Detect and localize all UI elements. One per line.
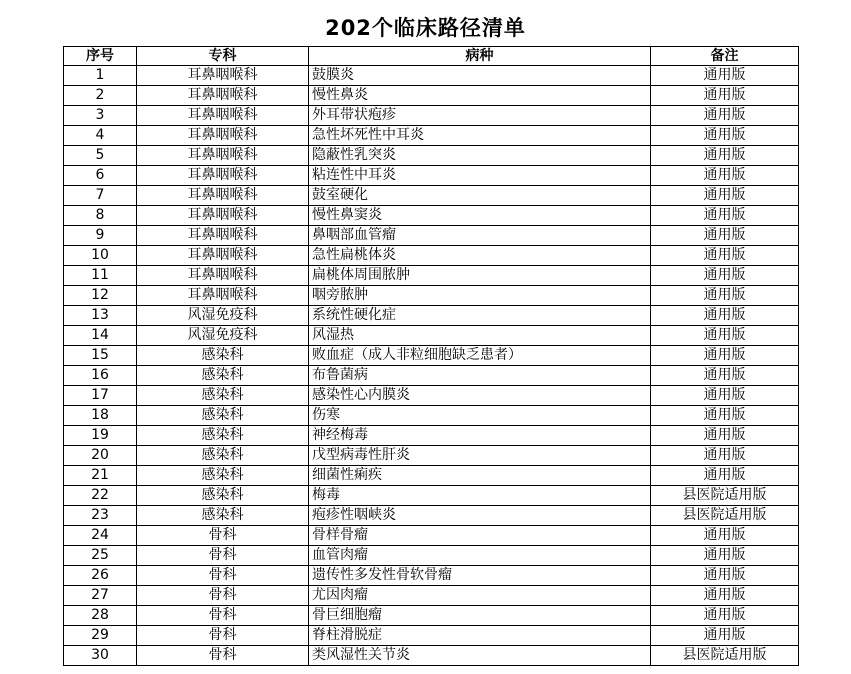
table-row [64,466,799,486]
row-note: 通用版 [651,66,799,86]
row-note: 通用版 [651,126,799,146]
table-row [64,326,799,346]
table-row [64,626,799,646]
table-row [64,266,799,286]
row-department: 感染科 [137,386,309,406]
row-disease: 戊型病毒性肝炎 [309,446,651,466]
row-department: 耳鼻咽喉科 [137,226,309,246]
row-disease: 布鲁菌病 [309,366,651,386]
row-department: 耳鼻咽喉科 [137,246,309,266]
row-note: 通用版 [651,446,799,466]
header-disease: 病种 [309,47,651,66]
row-number: 26 [64,566,137,586]
table-row [64,606,799,626]
row-number: 6 [64,166,137,186]
row-department: 感染科 [137,446,309,466]
row-disease: 遗传性多发性骨软骨瘤 [309,566,651,586]
row-number: 11 [64,266,137,286]
row-number: 12 [64,286,137,306]
row-note: 通用版 [651,606,799,626]
table-row [64,106,799,126]
row-note: 县医院适用版 [651,506,799,526]
row-department: 耳鼻咽喉科 [137,186,309,206]
row-number: 20 [64,446,137,466]
row-disease: 脊柱滑脱症 [309,626,651,646]
row-disease: 细菌性痢疾 [309,466,651,486]
row-number: 22 [64,486,137,506]
row-disease: 外耳带状疱疹 [309,106,651,126]
table-row [64,566,799,586]
table-row [64,286,799,306]
row-disease: 粘连性中耳炎 [309,166,651,186]
table-row [64,346,799,366]
row-number: 10 [64,246,137,266]
row-note: 通用版 [651,226,799,246]
table-row [64,526,799,546]
row-department: 耳鼻咽喉科 [137,106,309,126]
row-department: 骨科 [137,546,309,566]
row-number: 8 [64,206,137,226]
row-department: 感染科 [137,346,309,366]
row-number: 24 [64,526,137,546]
table-row [64,206,799,226]
table-row [64,126,799,146]
row-disease: 风湿热 [309,326,651,346]
row-note: 通用版 [651,546,799,566]
row-department: 耳鼻咽喉科 [137,126,309,146]
row-note: 通用版 [651,106,799,126]
row-note: 通用版 [651,586,799,606]
row-department: 骨科 [137,606,309,626]
row-disease: 扁桃体周围脓肿 [309,266,651,286]
row-disease: 系统性硬化症 [309,306,651,326]
row-disease: 血管肉瘤 [309,546,651,566]
row-number: 18 [64,406,137,426]
table-row [64,506,799,526]
row-disease: 咽旁脓肿 [309,286,651,306]
table-row [64,226,799,246]
row-disease: 败血症（成人非粒细胞缺乏患者） [309,346,651,366]
table-header-row [64,47,799,66]
row-number: 7 [64,186,137,206]
row-note: 通用版 [651,626,799,646]
table-row [64,426,799,446]
row-number: 5 [64,146,137,166]
table-row [64,86,799,106]
row-number: 25 [64,546,137,566]
header-dept: 专科 [137,47,309,66]
row-department: 骨科 [137,526,309,546]
row-department: 骨科 [137,566,309,586]
row-number: 2 [64,86,137,106]
row-note: 通用版 [651,286,799,306]
row-note: 通用版 [651,146,799,166]
pathway-table [63,46,799,666]
row-note: 通用版 [651,466,799,486]
table-row [64,246,799,266]
row-number: 16 [64,366,137,386]
row-disease: 骨巨细胞瘤 [309,606,651,626]
row-department: 感染科 [137,486,309,506]
row-number: 30 [64,646,137,666]
row-disease: 尤因肉瘤 [309,586,651,606]
row-department: 感染科 [137,466,309,486]
row-number: 4 [64,126,137,146]
row-number: 21 [64,466,137,486]
row-note: 通用版 [651,306,799,326]
row-note: 通用版 [651,366,799,386]
row-disease: 梅毒 [309,486,651,506]
row-note: 通用版 [651,206,799,226]
row-note: 通用版 [651,246,799,266]
row-department: 耳鼻咽喉科 [137,266,309,286]
row-note: 通用版 [651,566,799,586]
row-note: 通用版 [651,346,799,366]
row-note: 通用版 [651,166,799,186]
row-number: 15 [64,346,137,366]
row-number: 13 [64,306,137,326]
row-disease: 疱疹性咽峡炎 [309,506,651,526]
header-note: 备注 [651,47,799,66]
table-row [64,66,799,86]
row-department: 耳鼻咽喉科 [137,286,309,306]
row-disease: 感染性心内膜炎 [309,386,651,406]
table-row [64,546,799,566]
row-disease: 神经梅毒 [309,426,651,446]
row-department: 感染科 [137,406,309,426]
row-department: 耳鼻咽喉科 [137,206,309,226]
row-note: 通用版 [651,406,799,426]
row-number: 27 [64,586,137,606]
row-department: 骨科 [137,586,309,606]
row-department: 感染科 [137,426,309,446]
row-department: 风湿免疫科 [137,326,309,346]
row-disease: 慢性鼻窦炎 [309,206,651,226]
row-disease: 慢性鼻炎 [309,86,651,106]
row-note: 通用版 [651,86,799,106]
row-disease: 鼓室硬化 [309,186,651,206]
row-disease: 类风湿性关节炎 [309,646,651,666]
table-row [64,166,799,186]
row-note: 通用版 [651,426,799,446]
header-no: 序号 [64,47,137,66]
row-note: 通用版 [651,526,799,546]
row-department: 骨科 [137,626,309,646]
table-row [64,306,799,326]
row-number: 28 [64,606,137,626]
table-row [64,386,799,406]
row-department: 耳鼻咽喉科 [137,146,309,166]
table-row [64,446,799,466]
row-number: 3 [64,106,137,126]
row-department: 感染科 [137,506,309,526]
row-department: 感染科 [137,366,309,386]
table-row [64,586,799,606]
row-disease: 骨样骨瘤 [309,526,651,546]
row-number: 17 [64,386,137,406]
row-number: 9 [64,226,137,246]
row-disease: 急性扁桃体炎 [309,246,651,266]
table-body [64,66,799,666]
table-row [64,646,799,666]
row-number: 19 [64,426,137,446]
row-disease: 鼻咽部血管瘤 [309,226,651,246]
row-note: 通用版 [651,326,799,346]
table-row [64,406,799,426]
row-number: 29 [64,626,137,646]
table-row [64,146,799,166]
row-note: 县医院适用版 [651,646,799,666]
row-number: 14 [64,326,137,346]
row-department: 耳鼻咽喉科 [137,66,309,86]
row-note: 通用版 [651,266,799,286]
row-department: 耳鼻咽喉科 [137,166,309,186]
table-row [64,186,799,206]
row-disease: 鼓膜炎 [309,66,651,86]
table-row [64,486,799,506]
row-disease: 伤寒 [309,406,651,426]
row-department: 风湿免疫科 [137,306,309,326]
row-note: 县医院适用版 [651,486,799,506]
row-disease: 急性坏死性中耳炎 [309,126,651,146]
row-number: 23 [64,506,137,526]
row-department: 耳鼻咽喉科 [137,86,309,106]
document-title: 202个临床路径清单 [325,16,526,40]
row-note: 通用版 [651,386,799,406]
row-department: 骨科 [137,646,309,666]
row-number: 1 [64,66,137,86]
row-disease: 隐蔽性乳突炎 [309,146,651,166]
row-note: 通用版 [651,186,799,206]
table-row [64,366,799,386]
